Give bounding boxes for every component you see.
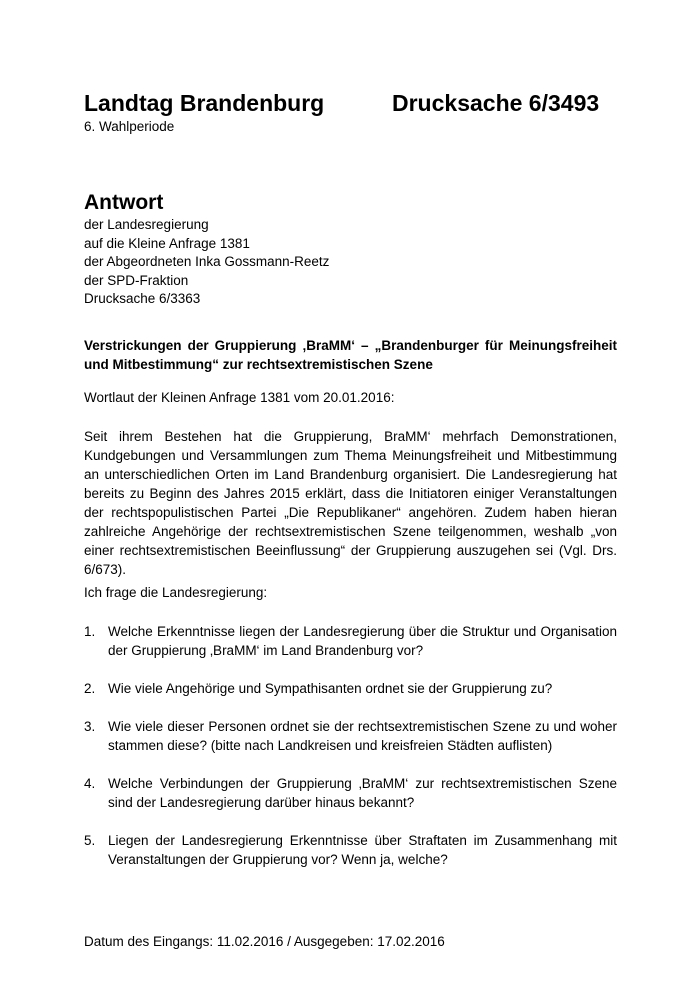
inquiry-wording-label: Wortlaut der Kleinen Anfrage 1381 vom 20.01.2016: xyxy=(84,390,395,405)
election-period: 6. Wahlperiode xyxy=(84,119,175,134)
question-number: 2. xyxy=(84,681,96,696)
document-type-heading: Antwort xyxy=(84,191,164,214)
question-item xyxy=(84,831,617,869)
question-item xyxy=(84,679,617,698)
meta-line: auf die Kleine Anfrage 1381 xyxy=(84,235,250,251)
meta-line: der SPD-Fraktion xyxy=(84,272,189,288)
institution-title: Landtag Brandenburg xyxy=(84,90,325,116)
question-number: 5. xyxy=(84,833,96,848)
question-text: Welche Erkenntnisse liegen der Landesregierung über die Struktur und Organisation der Gruppierung ‚BraMM‘ im Land Brandenburg vor? xyxy=(108,624,617,658)
question-list xyxy=(84,622,617,869)
question-number: 1. xyxy=(84,624,96,639)
question-text: Liegen der Landesregierung Erkenntnisse über Straftaten im Zusammenhang mit Veranstaltungen der Gruppierung vor? Wenn ja, welche? xyxy=(108,833,617,867)
question-text: Wie viele dieser Personen ordnet sie der rechtsextremistischen Szene zu und woher stammen diese? (bitte nach Landkreisen und kreisfreien Städten auflisten) xyxy=(108,719,617,753)
question-number: 4. xyxy=(84,776,96,791)
question-text: Welche Verbindungen der Gruppierung ‚BraMM‘ zur rechtsextremistischen Szene sind der Landesregierung darüber hinaus bekannt? xyxy=(108,776,617,810)
topic-title: Verstrickungen der Gruppierung ‚BraMM‘ – „Brandenburger für Meinungsfreiheit und Mitbestimmung“ zur rechtsextremistischen Szene xyxy=(84,338,617,372)
question-item xyxy=(84,622,617,660)
question-item xyxy=(84,774,617,812)
question-text: Wie viele Angehörige und Sympathisanten ordnet sie der Gruppierung zu? xyxy=(108,681,553,696)
question-item xyxy=(84,717,617,755)
intro-paragraph: Seit ihrem Bestehen hat die Gruppierung, BraMM‘ mehrfach Demonstrationen, Kundgebungen und Versammlungen zum Thema Meinungsfreiheit und Mitbestimmung an unterschiedlichen Orten im Land Brandenburg organisiert. Die Landesregierung hat bereits zu Beginn des Jahres 2015 erklärt, dass die Initiatoren einiger Veranstaltungen der rechtspopulistischen Partei „Die Republikaner“ angehören. Zudem haben hieran zahlreiche Angehörige der rechtsextremistischen Szene teilgenommen, weshalb „von einer rechtsextremistischen Beeinflussung“ der Gruppierung auszugehen sei (Vgl. Drs. 6/673). xyxy=(84,429,617,577)
meta-line: der Abgeordneten Inka Gossmann-Reetz xyxy=(84,254,330,269)
receipt-date-footer: Datum des Eingangs: 11.02.2016 / Ausgegeben: 17.02.2016 xyxy=(84,934,445,949)
document-meta xyxy=(84,216,329,309)
drucksache-number: Drucksache 6/3493 xyxy=(392,90,600,116)
meta-line: Drucksache 6/3363 xyxy=(84,291,201,306)
meta-line: der Landesregierung xyxy=(84,217,209,232)
question-number: 3. xyxy=(84,719,96,734)
question-intro: Ich frage die Landesregierung: xyxy=(84,585,268,600)
